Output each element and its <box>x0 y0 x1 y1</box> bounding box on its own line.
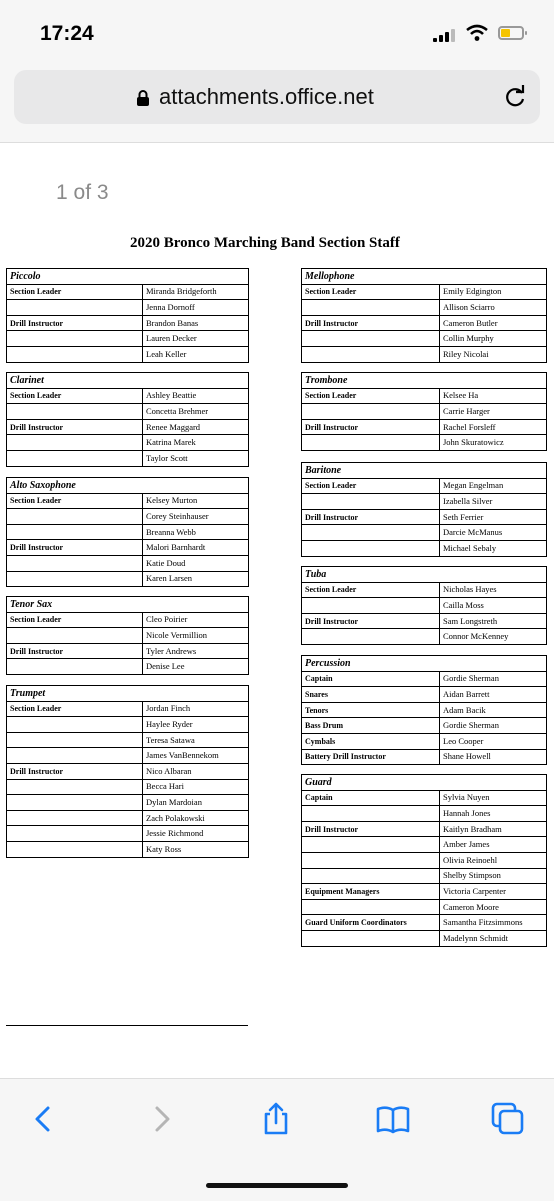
table-row <box>302 671 547 687</box>
table-row <box>302 613 547 629</box>
footer-line <box>6 1025 248 1026</box>
name-cell: Seth Ferrier <box>440 509 547 525</box>
role-cell <box>7 659 143 675</box>
table-row <box>302 806 547 822</box>
name-cell: Shelby Stimpson <box>440 868 547 884</box>
name-cell: Olivia Reinoehl <box>440 852 547 868</box>
role-cell: Captain <box>302 790 440 806</box>
table-row <box>7 509 249 525</box>
section-table-clarinet <box>6 372 249 467</box>
name-cell: Jordan Finch <box>143 701 249 717</box>
signal-icon <box>433 28 455 42</box>
wifi-icon <box>466 24 488 42</box>
role-cell: Equipment Managers <box>302 884 440 900</box>
role-cell <box>7 732 143 748</box>
name-cell: Sylvia Nuyen <box>440 790 547 806</box>
name-cell: Shane Howell <box>440 749 547 765</box>
role-cell: Drill Instructor <box>302 821 440 837</box>
table-row <box>7 388 249 404</box>
name-cell: Taylor Scott <box>143 450 249 466</box>
table-row <box>302 930 547 946</box>
name-cell: Kaitlyn Bradham <box>440 821 547 837</box>
role-cell <box>302 598 440 614</box>
address-bar-area <box>0 62 554 143</box>
table-row <box>302 790 547 806</box>
name-cell: Lauren Decker <box>143 331 249 347</box>
role-cell: Drill Instructor <box>7 315 143 331</box>
table-row <box>302 687 547 703</box>
lock-icon <box>136 89 150 107</box>
role-cell: Drill Instructor <box>7 419 143 435</box>
name-cell: Riley Nicolai <box>440 346 547 362</box>
table-row <box>7 284 249 300</box>
name-cell: Jessie Richmond <box>143 826 249 842</box>
name-cell: Gordie Sherman <box>440 718 547 734</box>
table-row <box>7 701 249 717</box>
role-cell: Cymbals <box>302 733 440 749</box>
name-cell: Aidan Barrett <box>440 687 547 703</box>
role-cell <box>302 806 440 822</box>
table-row <box>7 300 249 316</box>
role-cell <box>7 524 143 540</box>
table-row <box>302 300 547 316</box>
name-cell: Cameron Butler <box>440 315 547 331</box>
status-time: 17:24 <box>40 22 94 45</box>
role-cell <box>7 628 143 644</box>
role-cell <box>302 346 440 362</box>
name-cell: Amber James <box>440 837 547 853</box>
name-cell: Adam Bacik <box>440 702 547 718</box>
name-cell: Cailla Moss <box>440 598 547 614</box>
name-cell: Hannah Jones <box>440 806 547 822</box>
table-row <box>302 899 547 915</box>
role-cell: Drill Instructor <box>302 509 440 525</box>
role-cell: Section Leader <box>7 493 143 509</box>
table-row <box>7 795 249 811</box>
name-cell: Tyler Andrews <box>143 643 249 659</box>
role-cell <box>7 717 143 733</box>
share-icon[interactable] <box>258 1101 294 1137</box>
section-header: Tuba <box>302 567 547 583</box>
name-cell: Carrie Harger <box>440 404 547 420</box>
table-row <box>7 763 249 779</box>
name-cell: Collin Murphy <box>440 331 547 347</box>
table-row <box>302 884 547 900</box>
section-table-trumpet <box>6 685 249 858</box>
battery-icon <box>498 26 524 40</box>
section-table-baritone <box>301 462 547 557</box>
name-cell: Nicole Vermillion <box>143 628 249 644</box>
name-cell: Miranda Bridgeforth <box>143 284 249 300</box>
role-cell <box>7 571 143 587</box>
role-cell: Drill Instructor <box>302 613 440 629</box>
table-row <box>7 524 249 540</box>
name-cell: Emily Edgington <box>440 284 547 300</box>
table-row <box>302 582 547 598</box>
name-cell: James VanBennekom <box>143 748 249 764</box>
table-row <box>7 435 249 451</box>
section-table-percussion <box>301 655 547 765</box>
role-cell <box>7 841 143 857</box>
role-cell <box>302 435 440 451</box>
table-row <box>302 718 547 734</box>
section-table-piccolo <box>6 268 249 363</box>
table-row <box>302 702 547 718</box>
section-header: Percussion <box>302 656 547 672</box>
role-cell <box>7 779 143 795</box>
table-row <box>302 525 547 541</box>
role-cell <box>7 331 143 347</box>
table-row <box>302 629 547 645</box>
section-header: Alto Saxophone <box>7 478 249 494</box>
role-cell <box>302 868 440 884</box>
role-cell: Bass Drum <box>302 718 440 734</box>
table-row <box>302 346 547 362</box>
reload-icon[interactable] <box>502 84 528 110</box>
section-header: Baritone <box>302 463 547 479</box>
role-cell <box>7 748 143 764</box>
table-row <box>7 315 249 331</box>
table-row <box>7 810 249 826</box>
bookmarks-icon[interactable] <box>375 1101 411 1137</box>
table-row <box>7 628 249 644</box>
name-cell: Leo Cooper <box>440 733 547 749</box>
name-cell: Cameron Moore <box>440 899 547 915</box>
table-row <box>302 915 547 931</box>
name-cell: Dylan Mardoian <box>143 795 249 811</box>
back-icon[interactable] <box>26 1101 62 1137</box>
role-cell <box>302 540 440 556</box>
section-header: Trumpet <box>7 686 249 702</box>
table-row <box>302 749 547 765</box>
table-row <box>302 509 547 525</box>
name-cell: Nico Albaran <box>143 763 249 779</box>
role-cell: Section Leader <box>7 701 143 717</box>
table-row <box>7 571 249 587</box>
table-row <box>7 612 249 628</box>
role-cell: Captain <box>302 671 440 687</box>
role-cell: Section Leader <box>7 388 143 404</box>
name-cell: Izabella Silver <box>440 494 547 510</box>
url-text: attachments.office.net <box>159 84 374 109</box>
role-cell: Battery Drill Instructor <box>302 749 440 765</box>
section-table-alto-saxophone <box>6 477 249 587</box>
name-cell: Katy Ross <box>143 841 249 857</box>
table-row <box>7 450 249 466</box>
role-cell <box>302 331 440 347</box>
name-cell: Leah Keller <box>143 346 249 362</box>
role-cell: Tenors <box>302 702 440 718</box>
name-cell: Sam Longstreth <box>440 613 547 629</box>
name-cell: Kelsee Ha <box>440 388 547 404</box>
role-cell <box>7 404 143 420</box>
role-cell <box>7 450 143 466</box>
section-table-tuba <box>301 566 547 645</box>
role-cell: Section Leader <box>302 582 440 598</box>
name-cell: Teresa Satawa <box>143 732 249 748</box>
name-cell: Connor McKenney <box>440 629 547 645</box>
table-row <box>302 419 547 435</box>
table-row <box>302 821 547 837</box>
table-row <box>7 404 249 420</box>
role-cell <box>302 930 440 946</box>
section-header: Mellophone <box>302 269 547 285</box>
name-cell: Kelsey Murton <box>143 493 249 509</box>
role-cell <box>7 509 143 525</box>
name-cell: Gordie Sherman <box>440 671 547 687</box>
name-cell: Denise Lee <box>143 659 249 675</box>
table-row <box>302 388 547 404</box>
table-row <box>302 315 547 331</box>
address-bar[interactable] <box>14 70 540 124</box>
role-cell: Guard Uniform Coordinators <box>302 915 440 931</box>
role-cell: Drill Instructor <box>302 315 440 331</box>
table-row <box>7 779 249 795</box>
name-cell: Corey Steinhauser <box>143 509 249 525</box>
role-cell <box>7 826 143 842</box>
role-cell: Section Leader <box>302 388 440 404</box>
section-header: Trombone <box>302 373 547 389</box>
section-header: Piccolo <box>7 269 249 285</box>
table-row <box>302 598 547 614</box>
name-cell: Zach Polakowski <box>143 810 249 826</box>
forward-icon[interactable] <box>143 1101 179 1137</box>
table-row <box>7 841 249 857</box>
role-cell <box>302 300 440 316</box>
role-cell <box>302 404 440 420</box>
name-cell: Ashley Beattie <box>143 388 249 404</box>
name-cell: Becca Hari <box>143 779 249 795</box>
name-cell: Malori Barnhardt <box>143 540 249 556</box>
home-indicator <box>206 1183 348 1188</box>
role-cell <box>7 300 143 316</box>
name-cell: Victoria Carpenter <box>440 884 547 900</box>
table-row <box>302 478 547 494</box>
role-cell <box>7 346 143 362</box>
status-bar <box>0 0 554 62</box>
role-cell: Drill Instructor <box>7 763 143 779</box>
page-indicator: 1 of 3 <box>56 181 109 204</box>
role-cell: Drill Instructor <box>7 643 143 659</box>
section-header: Clarinet <box>7 373 249 389</box>
tabs-icon[interactable] <box>490 1101 526 1137</box>
table-row <box>302 837 547 853</box>
role-cell: Section Leader <box>7 284 143 300</box>
table-row <box>7 419 249 435</box>
role-cell <box>302 525 440 541</box>
role-cell <box>302 899 440 915</box>
role-cell <box>302 629 440 645</box>
name-cell: Darcie McManus <box>440 525 547 541</box>
name-cell: Nicholas Hayes <box>440 582 547 598</box>
role-cell <box>7 795 143 811</box>
name-cell: Allison Sciarro <box>440 300 547 316</box>
name-cell: Megan Engelman <box>440 478 547 494</box>
role-cell: Section Leader <box>7 612 143 628</box>
section-table-trombone <box>301 372 547 451</box>
role-cell <box>302 837 440 853</box>
role-cell <box>7 810 143 826</box>
table-row <box>302 494 547 510</box>
table-row <box>7 540 249 556</box>
section-table-mellophone <box>301 268 547 363</box>
table-row <box>7 331 249 347</box>
name-cell: Renee Maggard <box>143 419 249 435</box>
name-cell: Concetta Brehmer <box>143 404 249 420</box>
table-row <box>7 346 249 362</box>
section-table-guard <box>301 774 547 947</box>
document-title: 2020 Bronco Marching Band Section Staff <box>130 235 400 251</box>
name-cell: Michael Sebaly <box>440 540 547 556</box>
table-row <box>302 284 547 300</box>
name-cell: John Skuratowicz <box>440 435 547 451</box>
table-row <box>302 435 547 451</box>
table-row <box>7 826 249 842</box>
table-row <box>302 852 547 868</box>
role-cell <box>7 555 143 571</box>
role-cell <box>302 494 440 510</box>
table-row <box>302 540 547 556</box>
role-cell: Section Leader <box>302 284 440 300</box>
table-row <box>7 659 249 675</box>
table-row <box>7 493 249 509</box>
table-row <box>7 732 249 748</box>
section-header: Guard <box>302 775 547 791</box>
name-cell: Haylee Ryder <box>143 717 249 733</box>
role-cell: Snares <box>302 687 440 703</box>
table-row <box>302 331 547 347</box>
table-row <box>302 404 547 420</box>
name-cell: Cleo Poirier <box>143 612 249 628</box>
role-cell: Section Leader <box>302 478 440 494</box>
table-row <box>7 555 249 571</box>
name-cell: Katie Doud <box>143 555 249 571</box>
table-row <box>302 733 547 749</box>
table-row <box>7 643 249 659</box>
role-cell <box>7 435 143 451</box>
name-cell: Karen Larsen <box>143 571 249 587</box>
section-header: Tenor Sax <box>7 597 249 613</box>
name-cell: Jenna Dornoff <box>143 300 249 316</box>
role-cell: Drill Instructor <box>7 540 143 556</box>
name-cell: Rachel Forsleff <box>440 419 547 435</box>
name-cell: Breanna Webb <box>143 524 249 540</box>
table-row <box>7 748 249 764</box>
name-cell: Samantha Fitzsimmons <box>440 915 547 931</box>
section-table-tenor-sax <box>6 596 249 675</box>
table-row <box>302 868 547 884</box>
table-row <box>7 717 249 733</box>
name-cell: Brandon Banas <box>143 315 249 331</box>
name-cell: Madelynn Schmidt <box>440 930 547 946</box>
role-cell: Drill Instructor <box>302 419 440 435</box>
role-cell <box>302 852 440 868</box>
name-cell: Katrina Marek <box>143 435 249 451</box>
